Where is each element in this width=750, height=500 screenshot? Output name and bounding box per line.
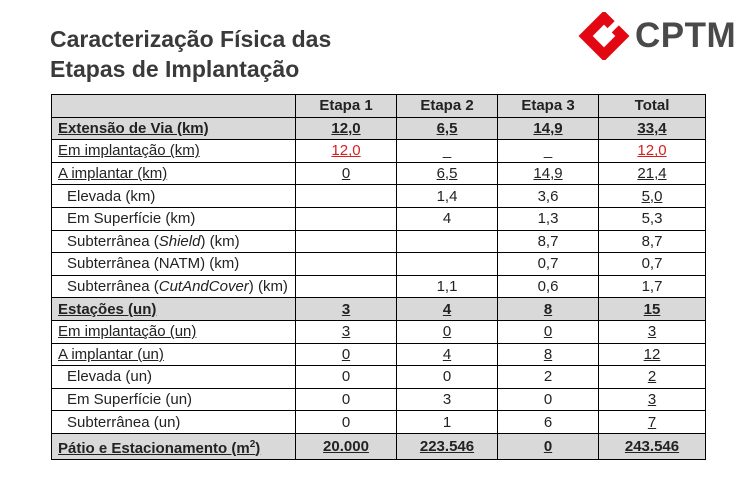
cell-value: 8,7 (599, 230, 706, 253)
header-blank-cell (52, 95, 296, 118)
table-row (52, 140, 706, 163)
cell-value: 1,7 (599, 275, 706, 298)
label-suffix: ) (km) (248, 278, 288, 296)
table-row (52, 433, 706, 459)
cell-value: 0 (498, 320, 599, 343)
label-prefix: Subterrânea ( (67, 278, 159, 296)
cell-value: 0 (397, 366, 498, 389)
row-label-estacoes-un: Estações (un) (52, 298, 296, 321)
cell-value: 4 (397, 298, 498, 321)
row-label-subterranea-cutandcover-km (52, 275, 296, 298)
header-etapa-3: Etapa 3 (498, 95, 599, 118)
cell-value: 243.546 (599, 433, 706, 459)
cell-value: 1,3 (498, 207, 599, 230)
cell-value: 0,6 (498, 275, 599, 298)
table-row (52, 275, 706, 298)
row-label-extensao-via: Extensão de Via (km) (52, 117, 296, 140)
cell-value: 20.000 (296, 433, 397, 459)
row-label-em-implantacao-un: Em implantação (un) (52, 320, 296, 343)
cell-value: 0,7 (498, 253, 599, 276)
table-row (52, 162, 706, 185)
table-row (52, 320, 706, 343)
cell-value (296, 207, 397, 230)
cell-value: 5,0 (599, 185, 706, 208)
cell-value: 0 (498, 433, 599, 459)
cell-value (397, 253, 498, 276)
cell-value: 1,4 (397, 185, 498, 208)
cell-value: 8 (498, 343, 599, 366)
cell-value: 2 (498, 366, 599, 389)
cell-value: 0 (296, 162, 397, 185)
cell-value: 0 (296, 366, 397, 389)
cell-value: 0 (296, 411, 397, 434)
cell-value (296, 230, 397, 253)
table-row (52, 411, 706, 434)
table-header-row (52, 95, 706, 118)
cell-value: 12,0 (296, 140, 397, 163)
table-row (52, 117, 706, 140)
cell-value: 14,9 (498, 117, 599, 140)
cell-value: 5,3 (599, 207, 706, 230)
row-label-patio-estacionamento (52, 433, 296, 459)
characterization-table (51, 94, 706, 460)
row-label-subterranea-natm-km: Subterrânea (NATM) (km) (52, 253, 296, 276)
cell-value: 0,7 (599, 253, 706, 276)
cell-value: 0 (397, 320, 498, 343)
header-total: Total (599, 95, 706, 118)
cell-value: 8 (498, 298, 599, 321)
page-title-line-2: Etapas de Implantação (50, 56, 300, 82)
cell-value: 6 (498, 411, 599, 434)
row-label-a-implantar-km: A implantar (km) (52, 162, 296, 185)
table-row (52, 185, 706, 208)
label-suffix: ) (km) (200, 232, 240, 250)
cell-value: 0 (498, 388, 599, 411)
cell-value: _ (498, 140, 599, 163)
cell-value (397, 230, 498, 253)
row-label-subterranea-shield-km (52, 230, 296, 253)
page-title (50, 24, 331, 84)
cell-value: 12,0 (296, 117, 397, 140)
table-row (52, 366, 706, 389)
page-title-line-1: Caracterização Física das (50, 26, 332, 52)
cell-value (296, 253, 397, 276)
cell-value: 6,5 (397, 162, 498, 185)
label-italic: Shield (158, 232, 201, 250)
cell-value: 1 (397, 411, 498, 434)
cell-value: 15 (599, 298, 706, 321)
table-row (52, 230, 706, 253)
cell-value: 33,4 (599, 117, 706, 140)
cell-value: 3 (397, 388, 498, 411)
cell-value (296, 275, 397, 298)
cell-value: 8,7 (498, 230, 599, 253)
label-italic: CutAndCover (158, 278, 249, 296)
cell-value: 3 (599, 320, 706, 343)
cell-value: _ (397, 140, 498, 163)
table-row (52, 343, 706, 366)
row-label-elevada-un: Elevada (un) (52, 366, 296, 389)
cell-value: 3,6 (498, 185, 599, 208)
table-row (52, 298, 706, 321)
cell-value: 2 (599, 366, 706, 389)
cell-value: 7 (599, 411, 706, 434)
cell-value: 3 (296, 298, 397, 321)
cell-value: 223.546 (397, 433, 498, 459)
table-row (52, 253, 706, 276)
table-row (52, 388, 706, 411)
row-label-a-implantar-un: A implantar (un) (52, 343, 296, 366)
cell-value: 6,5 (397, 117, 498, 140)
row-label-em-superficie-km: Em Superfície (km) (52, 207, 296, 230)
row-label-em-superficie-un: Em Superfície (un) (52, 388, 296, 411)
cell-value: 3 (296, 320, 397, 343)
cell-value (296, 185, 397, 208)
cell-value: 21,4 (599, 162, 706, 185)
cell-value: 0 (296, 388, 397, 411)
label-superscript: 2 (249, 438, 256, 450)
cell-value: 0 (296, 343, 397, 366)
cell-value: 4 (397, 343, 498, 366)
cell-value: 14,9 (498, 162, 599, 185)
cptm-logo-text: CPTM (635, 16, 737, 55)
label-suffix: ) (255, 439, 261, 457)
cell-value: 4 (397, 207, 498, 230)
row-label-elevada-km: Elevada (km) (52, 185, 296, 208)
cell-value: 12,0 (599, 140, 706, 163)
row-label-em-implantacao-km: Em implantação (km) (52, 140, 296, 163)
label-prefix: Pátio e Estacionamento (m (58, 439, 250, 457)
cell-value: 12 (599, 343, 706, 366)
cell-value: 3 (599, 388, 706, 411)
table-row (52, 207, 706, 230)
cell-value: 1,1 (397, 275, 498, 298)
header-etapa-1: Etapa 1 (296, 95, 397, 118)
label-prefix: Subterrânea ( (67, 232, 159, 250)
row-label-subterranea-un: Subterrânea (un) (52, 411, 296, 434)
header-etapa-2: Etapa 2 (397, 95, 498, 118)
